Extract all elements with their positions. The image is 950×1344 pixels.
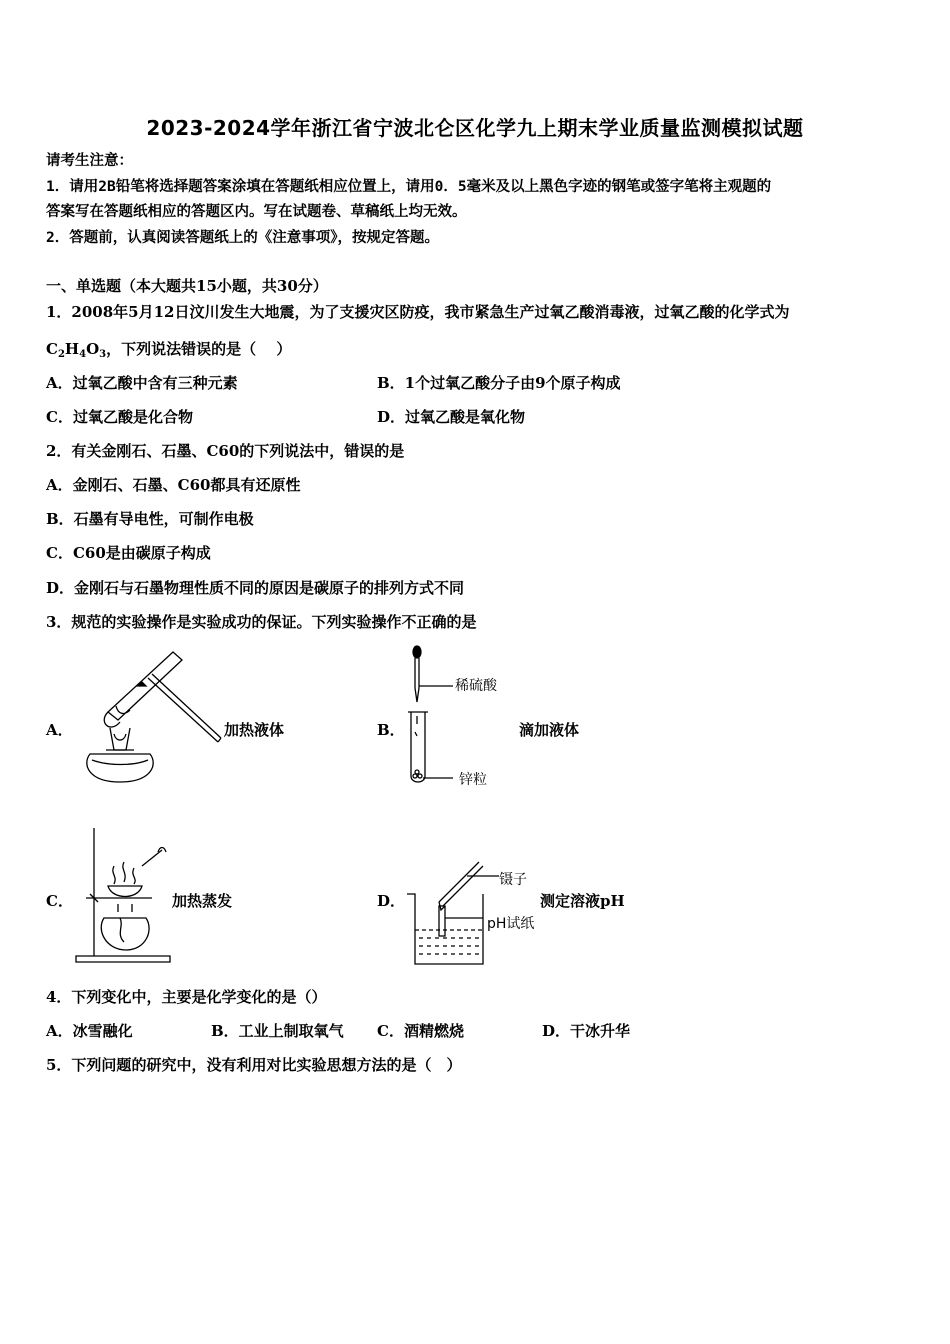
q3-option-c-letter[interactable]: C． — [46, 892, 73, 910]
q1-option-c[interactable]: C．过氧乙酸是化合物 — [46, 408, 193, 426]
q1-option-b[interactable]: B．1个过氧乙酸分子由9个原子构成 — [377, 374, 621, 392]
q2-option-a[interactable]: A．金刚石、石墨、C60都具有还原性 — [46, 476, 301, 494]
q2-option-b[interactable]: B．石墨有导电性，可制作电极 — [46, 510, 254, 528]
zinc-granules-label: 锌粒 — [459, 772, 487, 788]
dropping-liquid-illustration — [405, 642, 455, 790]
ph-paper-label: pH试纸 — [487, 916, 535, 932]
evaporation-illustration — [72, 826, 172, 964]
q1-formula: $C_2H_4O_3$ — [46, 340, 107, 360]
notice-line-3: 2．答题前，认真阅读答题纸上的《注意事项》，按规定答题。 — [46, 230, 439, 246]
q3-option-a-text: 加热液体 — [224, 721, 285, 739]
q4-option-a[interactable]: A．冰雪融化 — [46, 1022, 133, 1040]
q2-option-d[interactable]: D．金刚石与石墨物理性质不同的原因是碳原子的排列方式不同 — [46, 579, 465, 597]
notice-heading: 请考生注意： — [46, 153, 133, 169]
q3-option-b-text: 滴加液体 — [519, 721, 580, 739]
q3-option-c-text: 加热蒸发 — [172, 892, 233, 910]
q1-stem-line-1: 1．2008年5月12日汶川发生大地震，为了支援灾区防疫，我市紧急生产过氧乙酸消毒液，过氧乙酸的化学式为 — [46, 303, 790, 321]
q1-option-a[interactable]: A．过氧乙酸中含有三种元素 — [46, 374, 238, 392]
heating-liquid-illustration — [78, 646, 228, 791]
dilute-sulfuric-acid-label: 稀硫酸 — [455, 678, 497, 694]
q5-stem: 5．下列问题的研究中，没有利用对比实验思想方法的是（ ） — [46, 1056, 462, 1074]
q3-option-d-letter[interactable]: D． — [377, 892, 406, 910]
notice-line-1: 1．请用2B铅笔将选择题答案涂填在答题纸相应位置上，请用0．5毫米及以上黑色字迹的钢笔或签字笔将主观题的 — [46, 179, 772, 195]
q4-option-d[interactable]: D．干冰升华 — [542, 1022, 631, 1040]
section-heading: 一、单选题（本大题共15小题，共30分） — [46, 277, 328, 295]
q2-option-c[interactable]: C．C60是由碳原子构成 — [46, 544, 211, 562]
exam-title: 2023-2024学年浙江省宁波北仑区化学九上期末学业质量监测模拟试题 — [146, 116, 804, 140]
q3-stem: 3．规范的实验操作是实验成功的保证。下列实验操作不正确的是 — [46, 613, 477, 631]
tweezers-label: 镊子 — [499, 872, 527, 888]
q4-option-c[interactable]: C．酒精燃烧 — [377, 1022, 464, 1040]
q2-stem: 2．有关金刚石、石墨、C60的下列说法中，错误的是 — [46, 442, 405, 460]
q4-option-b[interactable]: B．工业上制取氧气 — [211, 1022, 344, 1040]
q3-option-b-letter[interactable]: B． — [377, 721, 405, 739]
q3-option-d-text: 测定溶液pH — [540, 892, 625, 910]
q4-stem: 4．下列变化中，主要是化学变化的是（） — [46, 988, 327, 1006]
q1-stem-line-2: $C_2H_4O_3$，下列说法错误的是（ ） — [46, 340, 292, 360]
q1-option-d[interactable]: D．过氧乙酸是氧化物 — [377, 408, 526, 426]
q3-option-a-letter[interactable]: A． — [46, 721, 73, 739]
notice-line-2: 答案写在答题纸相应的答题区内。写在试题卷、草稿纸上均无效。 — [46, 204, 467, 220]
